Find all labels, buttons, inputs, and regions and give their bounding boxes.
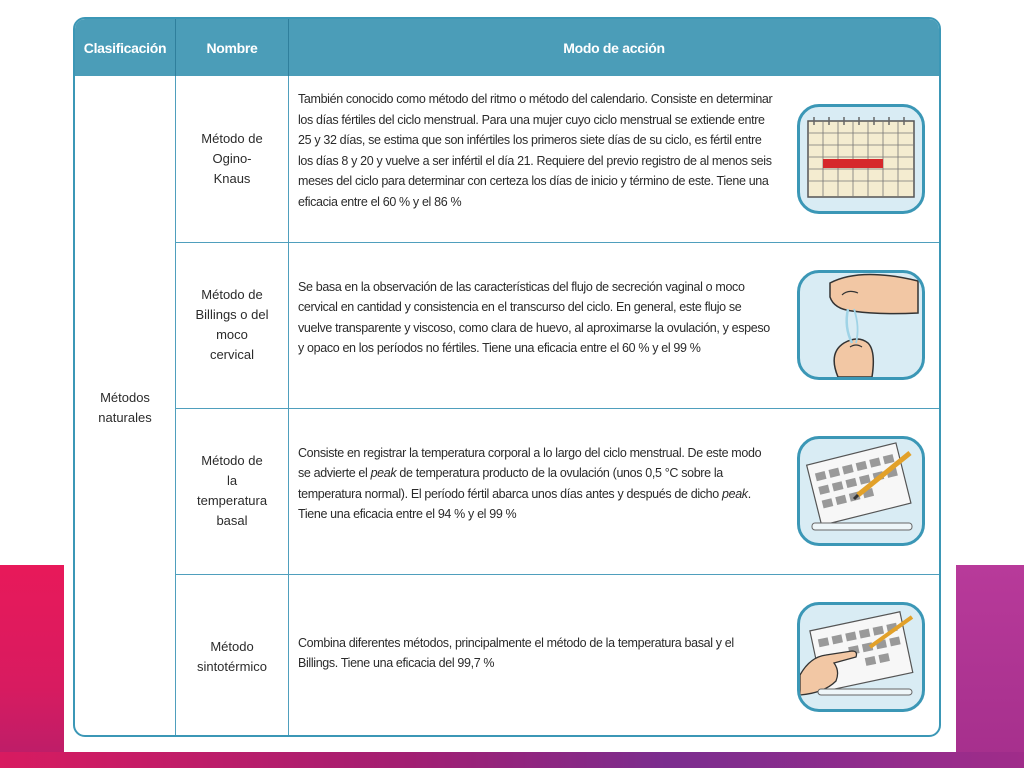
decorative-band-right (956, 565, 1024, 768)
method-name: Método sintotérmico (196, 639, 268, 675)
mode-text: Combina diferentes métodos, principalmente el método de la temperatura basal y el Billings. Tiene una eficacia del 99,7 % (298, 635, 734, 670)
calendar-pencil-thermometer-icon (797, 436, 925, 546)
document-page (64, 0, 956, 752)
header-name: Nombre (176, 19, 289, 76)
table-row (75, 76, 939, 242)
decorative-band-left (0, 565, 64, 768)
mode-cell (289, 574, 940, 737)
mode-cell (289, 242, 940, 408)
peak-term: peak (722, 486, 748, 501)
mode-text: Se basa en la observación de las características del flujo de secreción vaginal o moco cervical en cantidad y consistencia en el transcurso del ciclo. En general, este flujo se vuelve transparente y viscoso, como clara de huevo, al aproximarse la ovulación, y espeso y opaco en los períodos no fértiles. Tiene una eficacia entre el 60 % y el 99 % (298, 279, 770, 355)
table-row (75, 408, 939, 574)
table-row (75, 242, 939, 408)
method-name: Método de Ogino-Knaus (201, 130, 263, 186)
mode-text-part: de temperatura producto de la ovulación (unos 0,5 °C sobre la temperatura normal). El período fértil abarca unos días antes y después de dicho (298, 466, 723, 501)
mode-text: También conocido como método del ritmo o método del calendario. Consiste en determinar los días fértiles del ciclo menstrual. Para una mujer cuyo ciclo menstrual se extiende entre 25 y 32 días, se estima que son infértiles los primeros siete días de su ciclo, es fértil entre los días 8 y 20 y vuelve a ser infértil el día 21. Requiere del previo registro de al menos seis meses del ciclo para determinar con certeza los días de inicio y término de este. Tiene una eficacia entre el 60 % y el 86 % (298, 92, 773, 209)
classification-label: Métodos naturales (98, 389, 152, 425)
table-row (75, 574, 939, 737)
mode-cell (289, 76, 940, 242)
peak-term: peak (370, 466, 397, 480)
classification-cell (75, 76, 176, 737)
methods-table (73, 17, 941, 737)
mode-text (298, 443, 776, 525)
method-name: Método de Billings o del moco cervical (195, 287, 269, 362)
decorative-band-bottom (0, 752, 1024, 768)
mode-text-part: Consiste en registrar la temperatura corporal a lo largo del ciclo menstrual. De este modo se advierte el (298, 445, 762, 480)
header-classification: Clasificación (75, 19, 176, 76)
calendar-icon (797, 104, 925, 214)
method-name-cell (176, 574, 289, 737)
table-header-row (75, 19, 939, 76)
method-name-cell (176, 408, 289, 574)
mode-cell (289, 408, 940, 574)
mode-text-part: . Tiene una eficacia entre el 94 % y el 99 % (298, 486, 751, 521)
header-mode-of-action: Modo de acción (289, 19, 940, 76)
method-name-cell (176, 242, 289, 408)
hand-calendar-thermometer-icon (797, 602, 925, 712)
fingers-mucus-icon (797, 270, 925, 380)
method-name: Método de la temperatura basal (197, 453, 268, 528)
method-name-cell (176, 76, 289, 242)
